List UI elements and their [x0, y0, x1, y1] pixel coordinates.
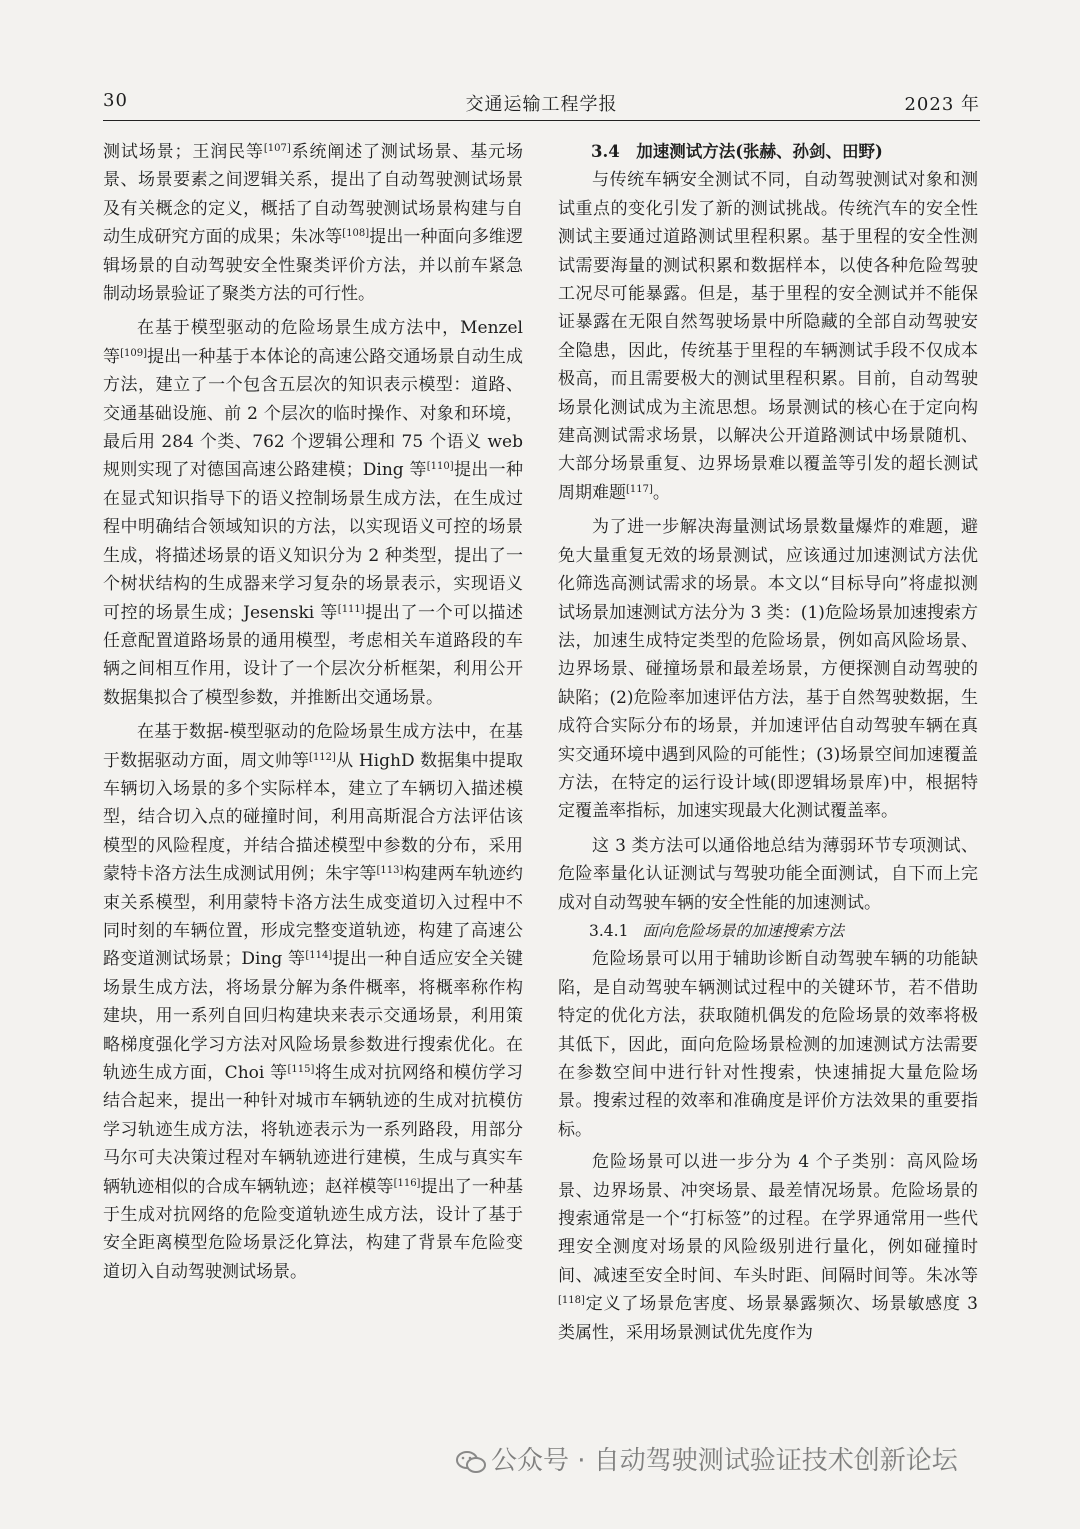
running-header: [103, 88, 980, 121]
wechat-icon: [455, 1450, 487, 1474]
watermark-text: 公众号 · 自动驾驶测试验证技术创新论坛: [491, 1446, 958, 1476]
watermark: [455, 1440, 1055, 1480]
paragraph: 危险场景可以进一步分为 4 个子类别：高风险场景、边界场景、冲突场景、最差情况场景。危险场景的搜索通常是一个“打标签”的过程。在学界通常用一些代理安全测度对场景的风险级别进行量化，例如碰撞时间、减速至安全时间、车头时距、间隔时间等。朱冰等[118]定义了场景危害度、场景暴露频次、场景敏感度 3 类属性，采用场景测试优先度作为: [558, 1152, 978, 1343]
paragraph: 测试场景；王润民等[107]系统阐述了测试场景、基元场景、场景要素之间逻辑关系，提出了自动驾驶测试场景及有关概念的定义，概括了自动驾驶测试场景构建与自动生成研究方面的成果；朱冰等[108]提出一种面向多维逻辑场景的自动驾驶安全性聚类评价方法，并以前车紧急制动场景验证了聚类方法的可行性。: [103, 142, 524, 305]
citation: [115]: [287, 1064, 315, 1075]
citation: [110]: [426, 461, 454, 473]
subsection-heading: [558, 917, 978, 945]
citation: [117]: [626, 483, 653, 495]
paragraph: 这 3 类方法可以通俗地总结为薄弱环节专项测试、危险率量化认证测试与驾驶功能全面测试，自下而上完成对自动驾驶车辆的安全性能的加速测试。: [558, 835, 978, 913]
journal-title: 交通运输工程学报: [465, 94, 618, 115]
subsection-title: 面向危险场景的加速搜索方法: [642, 921, 844, 940]
citation: [112]: [309, 751, 336, 763]
citation: [109]: [120, 347, 147, 359]
paragraph: 在基于数据-模型驱动的危险场景生成方法中，在基于数据驱动方面，周文帅等[112]从 HighD 数据集中提取车辆切入场景的多个实际样本，建立了车辆切入描述模型，结合切入点的碰撞时间，利用高斯混合方法评估该模型的风险程度，并结合描述模型中参数的分布，采用蒙特卡洛方法生成测试用例；朱宇等[113]构建两车轨迹约束关系模型，利用蒙特卡洛方法生成变道切入过程中不同时刻的车辆位置，形成完整变道轨迹，构建了高速公路变道测试场景；Ding 等[114]提出一种自适应安全关键场景生成方法，将场景分解为条件概率，将概率称作构建块，用一系列自回归构建块来表示交通场景，利用策略梯度强化学习方法对风险场景参数进行搜索优化。在轨迹生成方面，Choi 等[115]将生成对抗网络和模仿学习结合起来，提出一种针对城市车辆轨迹的生成对抗模仿学习轨迹生成方法，将轨迹表示为一系列路段，用部分马尔可夫决策过程对车辆轨迹进行建模，生成与真实车辆轨迹相似的合成车辆轨迹；赵祥模等[116]提出了一种基于生成对抗网络的危险变道轨迹生成方法，设计了基于安全距离模型危险场景泛化算法，构建了背景车危险变道切入自动驾驶测试场景。: [103, 722, 524, 1282]
paragraph: 在基于模型驱动的危险场景生成方法中，Menzel 等[109]提出一种基于本体论的高速公路交通场景自动生成方法，建立了一个包含五层次的知识表示模型：道路、交通基础设施、前 2 个层次的临时操作、对象和环境，最后用 284 个类、762 个逻辑公理和 75 个语义 web 规则实现了对德国高速公路建模；Ding 等[110]提出一种在显式知识指导下的语义控制场景生成方法，在生成过程中明确结合领域知识的方法，以实现语义可控的场景生成，将描述场景的语义知识分为 2 种类型，提出了一个树状结构的生成器来学习复杂的场景表示，实现语义可控的场景生成；Jesenski 等[111]提出了一个可以描述任意配置道路场景的通用模型，考虑相关车道路段的车辆之间相互作用，设计了一个层次分析框架，利用公开数据集拟合了模型参数，并推断出交通场景。: [103, 318, 524, 708]
paragraph: 为了进一步解决海量测试场景数量爆炸的难题，避免大量重复无效的场景测试，应该通过加速测试方法优化筛选高测试需求的场景。本文以“目标导向”将虚拟测试场景加速测试方法分为 3 类：(1)危险场景加速搜索方法，加速生成特定类型的危险场景，例如高风险场景、边界场景、碰撞场景和最差场景，方便探测自动驾驶的缺陷；(2)危险率加速评估方法，基于自然驾驶数据，生成符合实际分布的场景，并加速评估自动驾驶车辆在真实交通环境中遇到风险的可能性；(3)场景空间加速覆盖方法，在特定的运行设计域(即逻辑场景库)中，根据特定覆盖率指标，加速实现最大化测试覆盖率。: [558, 517, 978, 822]
subsection-number: 3.4.1: [589, 921, 629, 940]
citation: [108]: [342, 228, 370, 240]
left-column: [103, 138, 523, 1286]
paragraph: 危险场景可以用于辅助诊断自动驾驶车辆的功能缺陷，是自动驾驶车辆测试过程中的关键环节，若不借助特定的优化方法，获取随机偶发的危险场景的效率将极其低下，因此，面向危险场景检测的加速测试方法需要在参数空间中进行针对性搜索，快速捕捉大量危险场景。搜索过程的效率和准确度是评价方法效果的重要指标。: [558, 949, 978, 1140]
paragraph: 与传统车辆安全测试不同，自动驾驶测试对象和测试重点的变化引发了新的测试挑战。传统汽车的安全性测试主要通过道路测试里程积累。基于里程的安全性测试需要海量的测试积累和数据样本，以使各种危险驾驶工况尽可能暴露。但是，基于里程的安全测试并不能保证暴露在无限自然驾驶场景中所隐藏的全部自动驾驶安全隐患，因此，传统基于里程的车辆测试手段不仅成本极高，而且需要极大的测试里程积累。目前，自动驾驶场景化测试成为主流思想。场景测试的核心在于定向构建高测试需求场景，以解决公开道路测试中场景随机、大部分场景重复、边界场景难以覆盖等引发的超长测试周期难题[117]。: [558, 170, 978, 503]
citation: [113]: [376, 865, 404, 877]
citation: [118]: [558, 1295, 585, 1307]
citation: [116]: [393, 1177, 421, 1189]
right-column: [558, 138, 978, 1347]
citation: [107]: [263, 143, 291, 154]
citation: [114]: [305, 950, 333, 962]
publication-year: 2023 年: [904, 94, 980, 115]
section-heading: 3.4 加速测试方法(张赫、孙剑、田野): [591, 142, 883, 161]
page-number: 30: [103, 90, 128, 111]
citation: [111]: [337, 603, 365, 615]
